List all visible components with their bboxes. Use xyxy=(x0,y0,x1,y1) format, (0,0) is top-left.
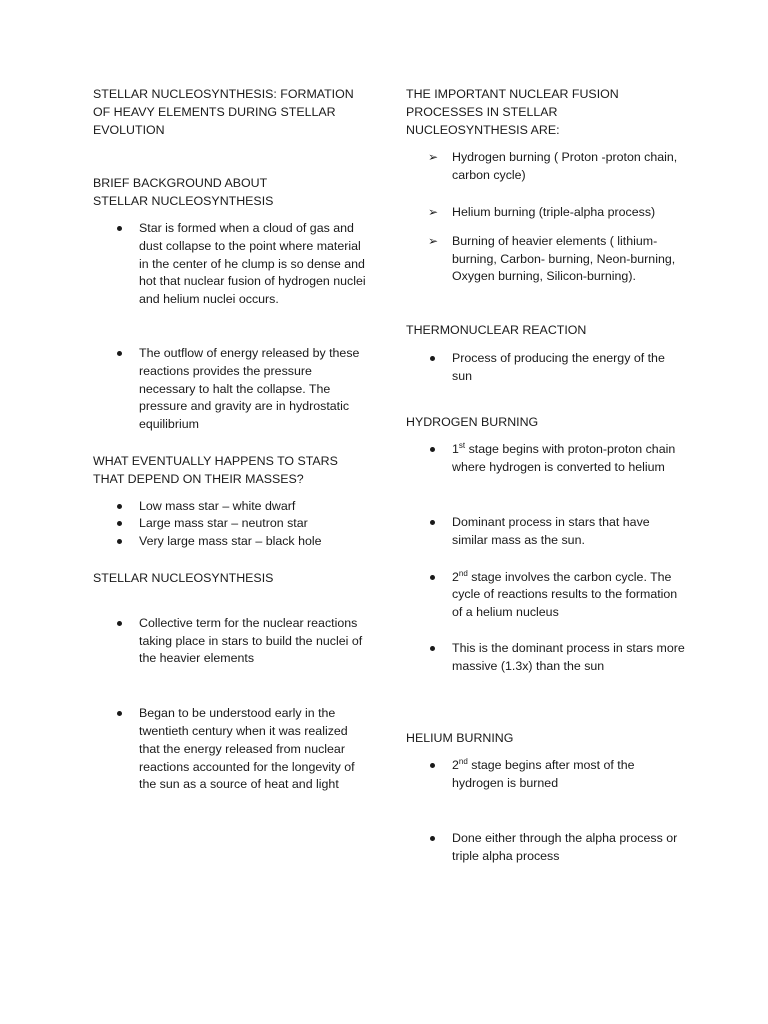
list-item: ➢ Helium burning (triple-alpha process) xyxy=(406,204,686,222)
thermonuclear-list xyxy=(406,350,686,386)
thermonuclear-heading: THERMONUCLEAR REACTION xyxy=(406,323,587,338)
list-item: 2nd stage involves the carbon cycle. The cycle of reactions results to the formation of a helium nucleus xyxy=(406,569,686,622)
left-column xyxy=(93,86,368,794)
list-item: 2nd stage begins after most of the hydrogen is burned xyxy=(406,757,686,793)
document-title: STELLAR NUCLEOSYNTHESIS: FORMATION OF HEAVY ELEMENTS DURING STELLAR EVOLUTION xyxy=(93,87,354,137)
nucleosynthesis-heading: STELLAR NUCLEOSYNTHESIS xyxy=(93,570,274,585)
list-item: The outflow of energy released by these reactions provides the pressure necessary to halt the collapse. The pressure and gravity are in hydrostatic equilibrium xyxy=(93,345,368,434)
list-item: Began to be understood early in the twentieth century when it was realized that the energy released from nuclear reactions accounted for the longevity of the sun as a source of heat and light xyxy=(93,705,368,794)
fate-heading: WHAT EVENTUALLY HAPPENS TO STARS THAT DEPEND ON THEIR MASSES? xyxy=(93,453,338,486)
list-item: Dominant process in stars that have similar mass as the sun. xyxy=(406,514,686,550)
helium-burning-heading: HELIUM BURNING xyxy=(406,730,514,745)
fate-list xyxy=(93,498,368,551)
list-item: Large mass star – neutron star xyxy=(93,515,368,533)
fusion-process-list xyxy=(406,149,686,286)
fusion-heading: THE IMPORTANT NUCLEAR FUSION PROCESSES IN STELLAR NUCLEOSYNTHESIS ARE: xyxy=(406,87,619,137)
hydrogen-burning-list xyxy=(406,441,686,675)
list-item: ➢ Hydrogen burning ( Proton -proton chain, carbon cycle) xyxy=(406,149,686,185)
list-item: Very large mass star – black hole xyxy=(93,533,368,551)
list-item: Low mass star – white dwarf xyxy=(93,498,368,516)
list-item: 1st stage begins with proton-proton chain where hydrogen is converted to helium xyxy=(406,441,686,477)
list-item: Star is formed when a cloud of gas and dust collapse to the point where material in the center of he clump is so dense and hot that nuclear fusion of hydrogen nuclei and helium nuclei occurs. xyxy=(93,220,368,309)
list-item: ➢ Burning of heavier elements ( lithium-burning, Carbon- burning, Neon-burning, Oxygen burning, Silicon-burning). xyxy=(406,233,686,286)
hydrogen-burning-heading: HYDROGEN BURNING xyxy=(406,414,539,429)
list-item: Collective term for the nuclear reactions taking place in stars to build the nuclei of the heavier elements xyxy=(93,615,368,668)
right-column xyxy=(406,86,686,866)
list-item: Process of producing the energy of the sun xyxy=(406,350,686,386)
background-list xyxy=(93,220,368,434)
background-heading: BRIEF BACKGROUND ABOUT STELLAR NUCLEOSYNTHESIS xyxy=(93,176,274,209)
list-item: This is the dominant process in stars more massive (1.3x) than the sun xyxy=(406,640,686,676)
helium-burning-list xyxy=(406,757,686,865)
nucleosynthesis-list xyxy=(93,615,368,794)
list-item: Done either through the alpha process or triple alpha process xyxy=(406,830,686,866)
